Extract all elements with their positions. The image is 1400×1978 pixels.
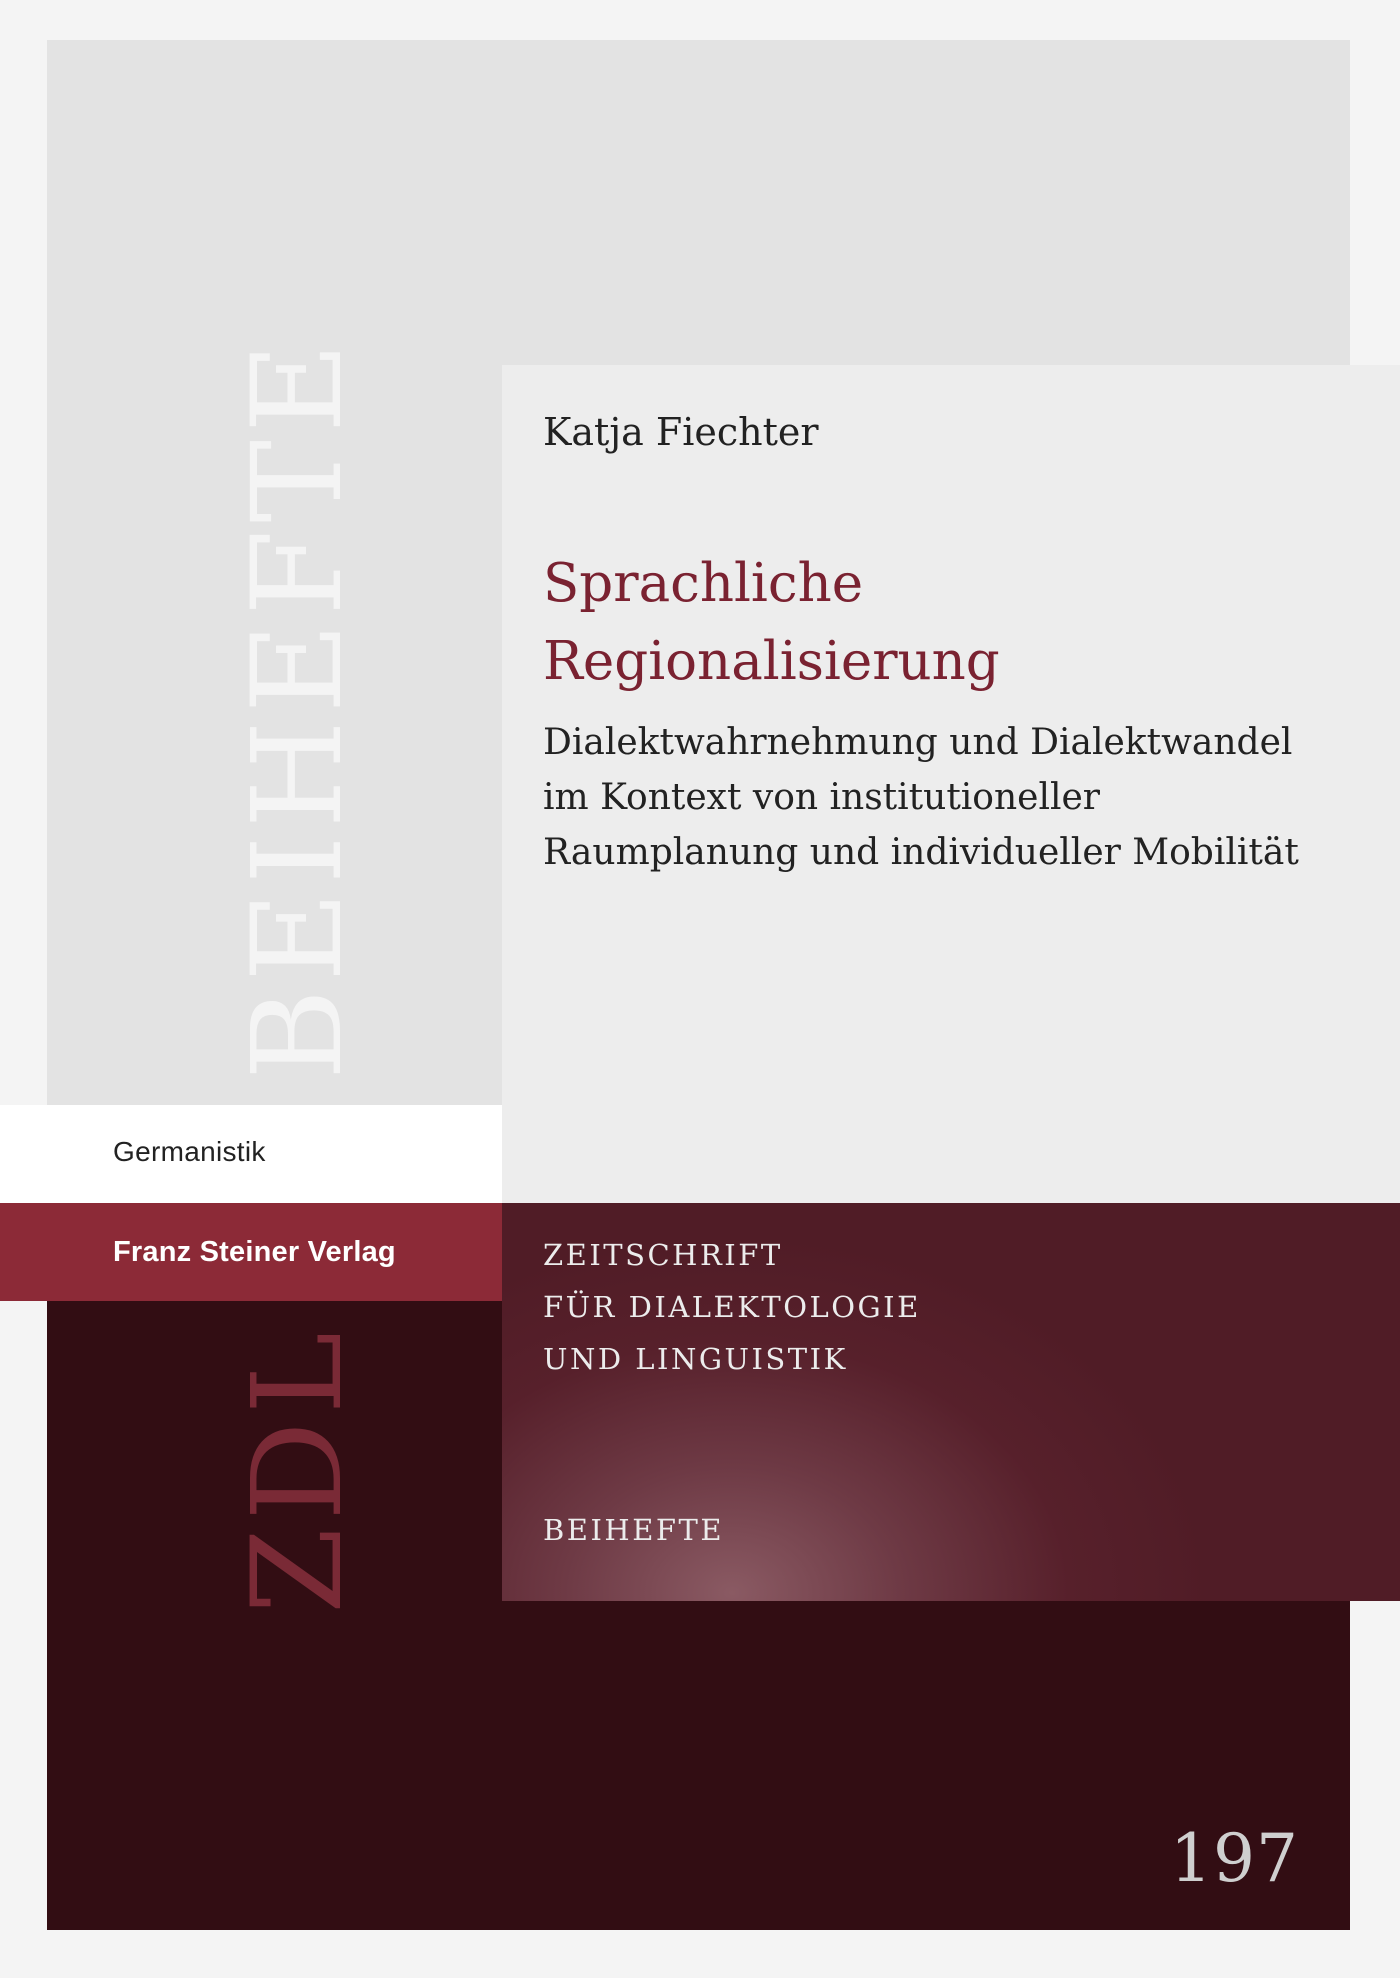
book-subtitle-line: Dialektwahrnehmung und Dialektwandel	[543, 722, 1293, 763]
series-title-line: UND LINGUISTIK	[543, 1342, 848, 1376]
spine-series-word: BEIHEFTE	[226, 335, 370, 1080]
book-title-line: Regionalisierung	[543, 631, 1000, 692]
book-subtitle-line: Raumplanung und individueller Mobilität	[543, 832, 1299, 873]
volume-number: 197	[1170, 1820, 1299, 1897]
category-label: Germanistik	[113, 1136, 266, 1167]
book-subtitle	[543, 715, 1383, 880]
book-title-line: Sprachliche	[543, 553, 864, 614]
author-name: Katja Fiechter	[543, 410, 819, 454]
publisher-name: Franz Steiner Verlag	[113, 1236, 396, 1268]
book-subtitle-line: im Kontext von institutioneller	[543, 777, 1100, 818]
series-subtitle: BEIHEFTE	[543, 1513, 725, 1547]
top-left-margin	[0, 40, 47, 1105]
series-title-line: FÜR DIALEKTOLOGIE	[543, 1290, 921, 1324]
book-title	[543, 545, 1363, 701]
series-title-line: ZEITSCHRIFT	[543, 1238, 783, 1272]
spine-journal-acronym: ZDL	[226, 1325, 370, 1614]
